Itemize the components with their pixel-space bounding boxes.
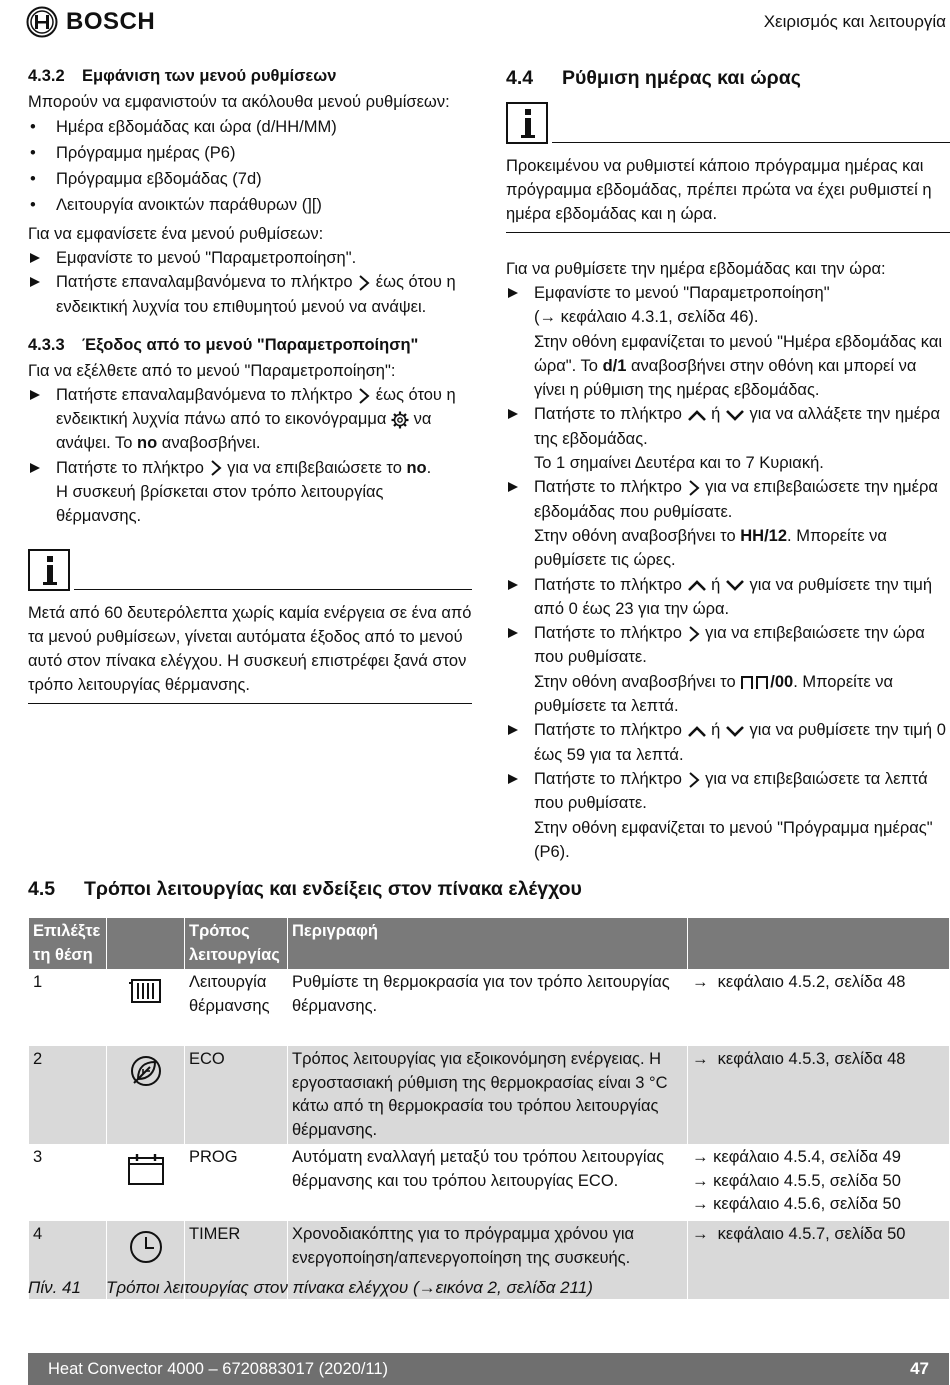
table-row	[29, 1144, 950, 1221]
step-item: Πατήστε το πλήκτρο για να επιβεβαιώσετε την ώρα που ρυθμίσατε. Στην οθόνη αναβοσβήνει το /00. Μπορείτε να ρυθμίσετε τα λεπτά.	[506, 621, 950, 718]
position-cell: 3	[29, 1144, 107, 1221]
calendar-program-icon	[126, 1152, 166, 1186]
step-item: Πατήστε το πλήκτρο για να επιβεβαιώσετε το no. Η συσκευή βρίσκεται στον τρόπο λειτουργίας θέρμανσης.	[28, 456, 472, 529]
reference-link: → κεφάλαιο 4.5.2, σελίδα 48	[692, 973, 906, 991]
note-text: Προκειμένου να ρυθμιστεί κάποιο πρόγραμμα ημέρας και πρόγραμμα εβδομάδας, πρέπει πρώτα να έχει ρυθμιστεί η ημέρα εβδομάδας και η ώρα.	[506, 154, 950, 233]
reference-link: → κεφάλαιο 4.5.7, σελίδα 50	[692, 1225, 906, 1243]
table-row	[29, 969, 950, 1046]
list-item: • Ημέρα εβδομάδας και ώρα (d/HH/MM)	[30, 118, 337, 136]
section-title: Χειρισμός και λειτουργία	[763, 12, 946, 31]
description-cell: Χρονοδιακόπτης για το πρόγραμμα χρόνου για ενεργοποίηση/απενεργοποίηση της συσκευής.	[288, 1221, 688, 1299]
gear-icon	[391, 411, 409, 429]
table-row	[29, 1046, 950, 1144]
step-item: Εμφανίστε το μενού "Παραμετροποίηση" (→ κεφάλαιο 4.3.1, σελίδα 46). Στην οθόνη εμφανίζεται το μενού "Ημέρα εβδομάδας και ώρα". Το d/1 αναβοσβήνει στην οθόνη και μπορεί να γίνει η ρύθμιση της ημέρας εβδομάδας.	[506, 281, 950, 402]
mode-icon-cell	[107, 1144, 185, 1221]
arrow-right-icon: →	[692, 973, 709, 991]
info-note	[506, 102, 950, 233]
section-4-3-3-heading: 4.3.3 Έξοδος από το μενού "Παραμετροποίηση"	[28, 335, 419, 354]
bosch-logo-icon	[26, 6, 58, 38]
s433-steps	[28, 383, 472, 529]
chevron-right-icon	[209, 459, 223, 477]
clock-timer-icon	[128, 1229, 164, 1265]
step-item: Πατήστε επαναλαμβανόμενα το πλήκτρο έως ότου η ενδεικτική λυχνία του επιθυμητού μενού να ανάψει.	[28, 270, 472, 319]
eco-leaf-icon	[128, 1054, 164, 1088]
column-header	[107, 918, 185, 969]
arrow-right-icon: →	[418, 1278, 436, 1297]
step-item: Πατήστε επαναλαμβανόμενα το πλήκτρο έως ότου η ενδεικτική λυχνία πάνω από το εικονόγραμμα να ανάψει. Το no αναβοσβήνει.	[28, 383, 472, 456]
chevron-right-icon	[357, 274, 371, 292]
column-header: Επιλέξτε τη θέση	[29, 918, 107, 969]
reference-link: → κεφάλαιο 4.5.5, σελίδα 50	[692, 1171, 901, 1190]
mode-cell: Λειτουργία θέρμανσης	[185, 969, 288, 1046]
column-header: Περιγραφή	[288, 918, 688, 969]
table-header-row	[29, 918, 950, 969]
footer-bar	[28, 1353, 949, 1385]
position-cell: 4	[29, 1221, 107, 1299]
column-header: Τρόπος λειτουργίας	[185, 918, 288, 969]
chevron-up-icon	[687, 408, 707, 422]
mode-cell: PROG	[185, 1144, 288, 1221]
s432-how: Για να εμφανίσετε ένα μενού ρυθμίσεων:	[28, 225, 324, 243]
footer-document-id: Heat Convector 4000 – 6720883017 (2020/11)	[48, 1360, 389, 1378]
column-header	[688, 918, 950, 969]
reference-link: → κεφάλαιο 4.5.4, σελίδα 49	[692, 1148, 901, 1166]
info-note	[28, 549, 472, 704]
chevron-right-icon	[357, 387, 371, 405]
chevron-down-icon	[725, 724, 745, 738]
reference-cell	[688, 1144, 950, 1221]
reference-cell	[688, 1221, 950, 1299]
step-item: Πατήστε το πλήκτρο ή για να αλλάξετε την ημέρα της εβδομάδας. Το 1 σημαίνει Δευτέρα και το 7 Κυριακή.	[506, 402, 950, 475]
reference-link: → κεφάλαιο 4.5.6, σελίδα 50	[692, 1195, 901, 1213]
list-item: • Πρόγραμμα εβδομάδας (7d)	[30, 170, 262, 188]
position-cell: 1	[29, 969, 107, 1046]
list-item: • Λειτουργία ανοικτών παράθυρων (][)	[30, 196, 322, 214]
mode-icon-cell	[107, 969, 185, 1046]
description-cell: Ρυθμίστε τη θερμοκρασία για τον τρόπο λειτουργίας θέρμανσης.	[288, 969, 688, 1046]
info-icon	[28, 549, 70, 591]
chevron-right-icon	[687, 625, 701, 643]
settings-menu-list	[28, 114, 472, 218]
s44-steps	[506, 281, 950, 864]
arrow-right-icon: →	[692, 1195, 709, 1213]
position-cell: 2	[29, 1046, 107, 1144]
heating-radiator-icon	[128, 977, 164, 1005]
step-item: Πατήστε το πλήκτρο για να επιβεβαιώσετε την ημέρα εβδομάδας που ρυθμίσατε. Στην οθόνη αναβοσβήνει το HH/12. Μπορείτε να ρυθμίσετε τις ώρες.	[506, 475, 950, 572]
chevron-right-icon	[687, 771, 701, 789]
description-cell: Τρόπος λειτουργίας για εξοικονόμηση ενέργειας. Η εργοστασιακή ρύθμιση της θερμοκρασίας είναι 3 °C κάτω από τη θερμοκρασία του τρόπου λειτουργίας θέρμανσης.	[288, 1046, 688, 1144]
mode-cell: TIMER	[185, 1221, 288, 1299]
page-number: 47	[910, 1359, 929, 1378]
info-icon	[506, 102, 548, 144]
chevron-up-icon	[687, 724, 707, 738]
step-item: Πατήστε το πλήκτρο για να επιβεβαιώσετε τα λεπτά που ρυθμίσατε. Στην οθόνη εμφανίζεται το μενού "Πρόγραμμα ημέρας" (P6).	[506, 767, 950, 864]
chevron-down-icon	[725, 578, 745, 592]
chevron-up-icon	[687, 578, 707, 592]
mode-icon-cell	[107, 1046, 185, 1144]
arrow-right-icon: →	[692, 1171, 709, 1190]
chevron-down-icon	[725, 408, 745, 422]
reference-link: → κεφάλαιο 4.5.3, σελίδα 48	[692, 1050, 906, 1068]
list-item: • Πρόγραμμα ημέρας (P6)	[30, 144, 236, 162]
arrow-right-icon: →	[539, 308, 556, 327]
table-caption: Πίν. 41 Τρόποι λειτουργίας στον πίνακα ελέγχου (→εικόνα 2, σελίδα 211)	[28, 1278, 593, 1297]
left-column	[28, 64, 472, 704]
step-item: Πατήστε το πλήκτρο ή για να ρυθμίσετε την τιμή από 0 έως 23 για την ώρα.	[506, 573, 950, 622]
arrow-right-icon: →	[692, 1225, 709, 1243]
mode-cell: ECO	[185, 1046, 288, 1144]
chevron-right-icon	[687, 479, 701, 497]
step-item: Εμφανίστε το μενού "Παραμετροποίηση".	[28, 246, 472, 270]
reference-cell	[688, 1046, 950, 1144]
section-4-3-2-heading: 4.3.2 Εμφάνιση των μενού ρυθμίσεων	[28, 67, 337, 85]
brand-name: BOSCH	[66, 8, 156, 35]
arrow-right-icon: →	[692, 1148, 709, 1166]
s433-intro: Για να εξέλθετε από το μενού "Παραμετροποίηση":	[28, 361, 396, 380]
s432-steps	[28, 246, 472, 319]
note-text: Μετά από 60 δευτερόλεπτα χωρίς καμία ενέργεια σε ένα από τα μενού ρυθμίσεων, γίνεται αυτόματα έξοδος από το μενού αυτό στον πίνακα ελέγχου. Η συσκευή επιστρέφει ξανά στον τρόπο λειτουργίας θέρμανσης.	[28, 601, 472, 704]
arrow-right-icon: →	[692, 1050, 709, 1068]
section-4-4-heading: 4.4 Ρύθμιση ημέρας και ώρας	[506, 67, 801, 89]
operating-modes-table	[28, 918, 950, 1299]
description-cell: Αυτόματη εναλλαγή μεταξύ του τρόπου λειτουργίας θέρμανσης και του τρόπου λειτουργίας ECO.	[288, 1144, 688, 1221]
segment-display-icon	[740, 674, 770, 690]
step-item: Πατήστε το πλήκτρο ή για να ρυθμίσετε την τιμή 0 έως 59 για τα λεπτά.	[506, 718, 950, 767]
section-4-5-heading: 4.5 Τρόποι λειτουργίας και ενδείξεις στον πίνακα ελέγχου	[28, 878, 582, 900]
s432-intro: Μπορούν να εμφανιστούν τα ακόλουθα μενού ρυθμίσεων:	[28, 93, 450, 111]
reference-cell	[688, 969, 950, 1046]
s44-intro: Για να ρυθμίσετε την ημέρα εβδομάδας και την ώρα:	[506, 260, 886, 278]
right-column	[506, 64, 950, 864]
